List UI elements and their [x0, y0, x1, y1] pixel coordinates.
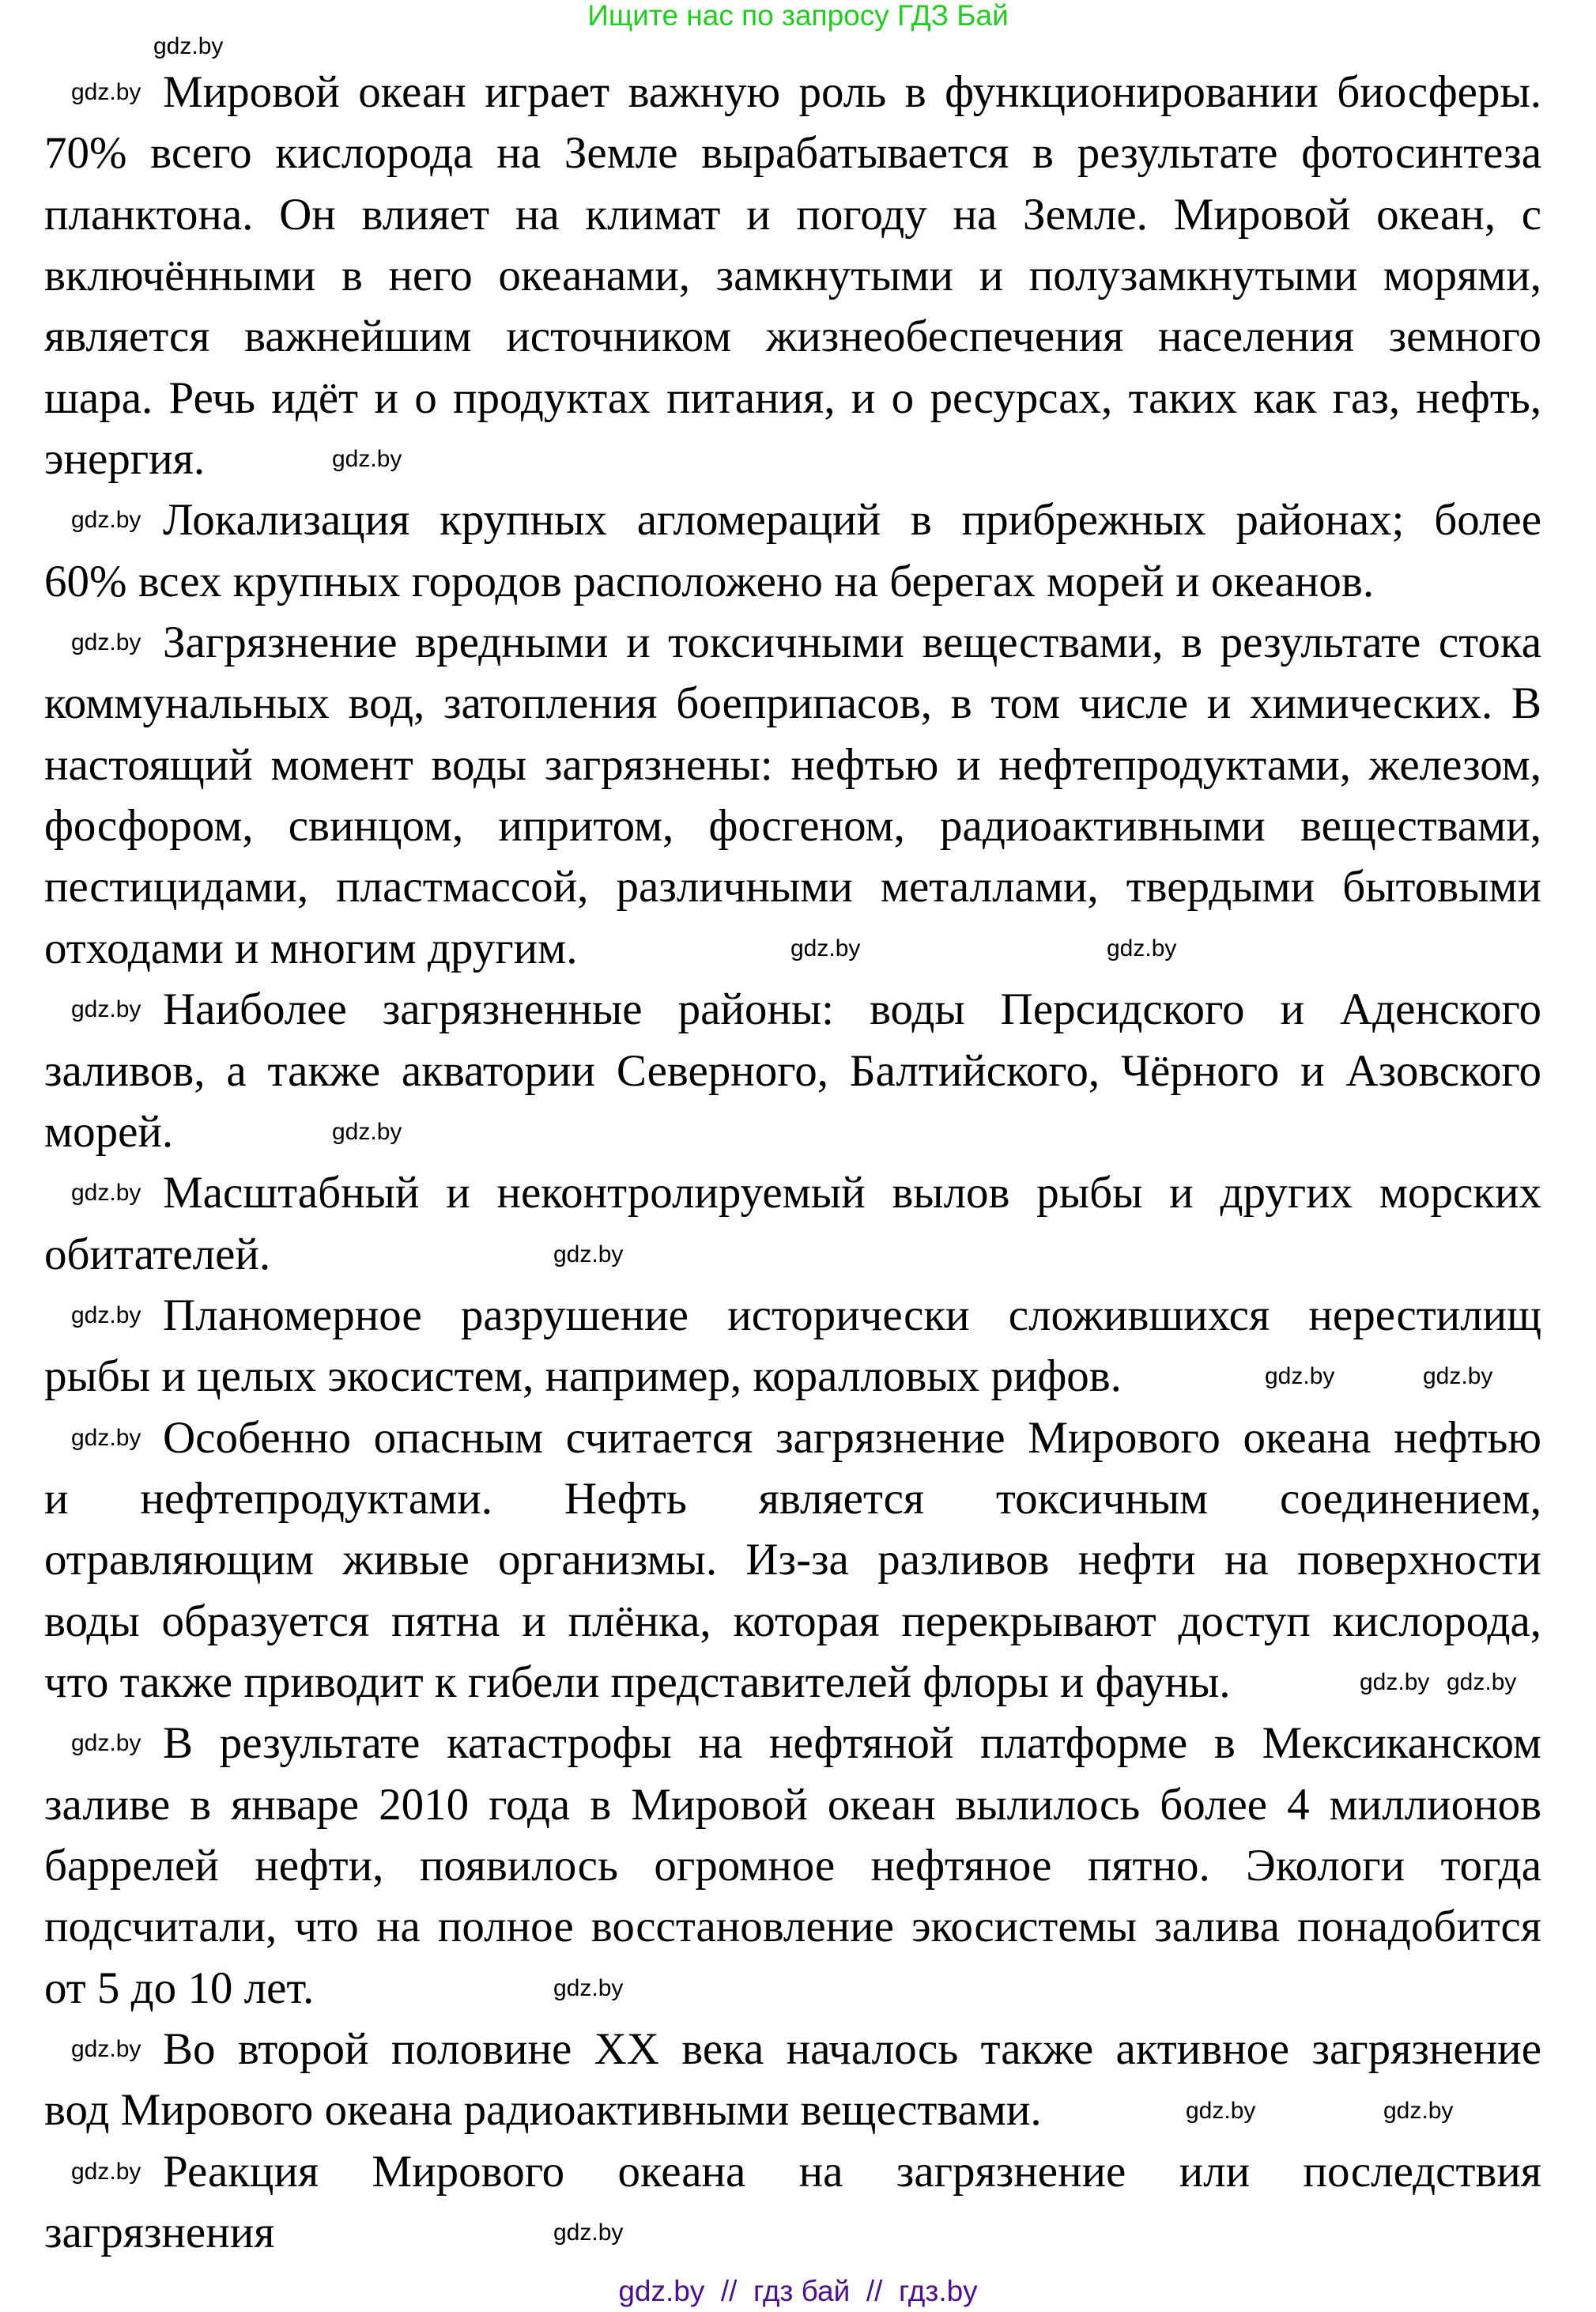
text-line: загрязнения [44, 2208, 275, 2258]
watermark: gdz.by [332, 1119, 402, 1145]
text-line: 60% всех крупных городов расположено на берегах морей и океанов. [44, 556, 1375, 606]
text-line: является важнейшим источником жизнеобеспечения населения земного [44, 312, 1541, 362]
watermark: gdz.by [1186, 2098, 1256, 2124]
text-line: коммунальных вод, затопления боеприпасов, в том числе и химических. В [44, 678, 1541, 729]
text-line: морей. [44, 1106, 174, 1157]
text-line: Планомерное разрушение исторически сложившихся нерестилищ [163, 1290, 1541, 1340]
watermark: gdz.by [1360, 1669, 1430, 1695]
text-line: заливов, а также акватории Северного, Балтийского, Чёрного и Азовского [44, 1045, 1541, 1096]
text-line: В результате катастрофы на нефтяной платформе в Мексиканском [163, 1718, 1541, 1769]
watermark: gdz.by [71, 79, 141, 105]
watermark: gdz.by [1447, 1669, 1517, 1695]
watermark: gdz.by [71, 629, 141, 655]
text-line: вод Мирового океана радиоактивными веществами. [44, 2085, 1042, 2136]
text-line: заливе в январе 2010 года в Мировой океан вылилось более 4 миллионов [44, 1779, 1541, 1830]
watermark: gdz.by [553, 2219, 624, 2246]
text-line: настоящий момент воды загрязнены: нефтью и нефтепродуктами, железом, [44, 739, 1541, 790]
watermark: gdz.by [71, 1302, 141, 1328]
text-line: Особенно опасным считается загрязнение Мирового океана нефтью [163, 1412, 1541, 1463]
watermark: gdz.by [1423, 1363, 1493, 1389]
watermark: gdz.by [1383, 2098, 1454, 2124]
text-line: подсчитали, что на полное восстановление экосистемы залива понадобится [44, 1902, 1541, 1952]
watermark: gdz.by [71, 1730, 141, 1756]
watermark: gdz.by [1265, 1363, 1335, 1389]
text-line: фосфором, свинцом, ипритом, фосгеном, радиоактивными веществами, [44, 801, 1541, 852]
text-line: отходами и многим другим. [44, 923, 578, 973]
text-line: обитателей. [44, 1229, 271, 1279]
watermark: gdz.by [153, 33, 224, 59]
text-line: включёнными в него океанами, замкнутыми и полузамкнутыми морями, [44, 251, 1541, 301]
watermark: gdz.by [71, 2159, 141, 2185]
watermark: gdz.by [71, 507, 141, 533]
document-body [44, 62, 1541, 2263]
watermark: gdz.by [553, 1241, 624, 1267]
text-line: Масштабный и неконтролируемый вылов рыбы и других морских [163, 1168, 1541, 1218]
text-line: планктона. Он влияет на климат и погоду на Земле. Мировой океан, с [44, 189, 1541, 240]
text-line: баррелей нефти, появилось огромное нефтяное пятно. Экологи тогда [44, 1840, 1541, 1891]
watermark: gdz.by [71, 2036, 141, 2062]
text-line: Во второй половине XX века началось также активное загрязнение [163, 2024, 1541, 2074]
text-line: и нефтепродуктами. Нефть является токсичным соединением, [44, 1473, 1541, 1524]
text-line: энергия. [44, 434, 206, 485]
watermark: gdz.by [553, 1975, 624, 2001]
search-banner: Ищите нас по запросу ГДЗ Бай [587, 0, 1009, 32]
watermark: gdz.by [1107, 935, 1177, 961]
text-line: Реакция Мирового океана на загрязнение или последствия [163, 2146, 1541, 2197]
watermark: gdz.by [71, 1180, 141, 1206]
text-line: Мировой океан играет важную роль в функционировании биосферы. [163, 67, 1541, 117]
text-line: 70% всего кислорода на Земле вырабатывается в результате фотосинтеза [44, 128, 1541, 179]
watermark: gdz.by [332, 446, 402, 472]
watermark: gdz.by [790, 935, 861, 961]
text-line: пестицидами, пластмассой, различными металлами, твердыми бытовыми [44, 862, 1541, 912]
text-line: Локализация крупных агломераций в прибрежных районах; более [163, 495, 1541, 546]
text-line: отравляющим живые организмы. Из-за разливов нефти на поверхности [44, 1535, 1541, 1585]
text-line: воды образуется пятна и плёнка, которая перекрывают доступ кислорода, [44, 1596, 1541, 1646]
text-line: рыбы и целых экосистем, например, коралловых рифов. [44, 1351, 1122, 1402]
text-line: шара. Речь идёт и о продуктах питания, и о ресурсах, таких как газ, нефть, [44, 372, 1541, 423]
footer-links[interactable]: gdz.by // гдз бай // гдз.by [618, 2275, 978, 2307]
text-line: Наиболее загрязненные районы: воды Персидского и Аденского [163, 984, 1541, 1035]
watermark: gdz.by [71, 996, 141, 1022]
watermark: gdz.by [71, 1425, 141, 1451]
text-line: Загрязнение вредными и токсичными веществами, в результате стока [163, 618, 1541, 668]
text-line: от 5 до 10 лет. [44, 1963, 315, 2013]
text-line: что также приводит к гибели представителей флоры и фауны. [44, 1657, 1231, 1707]
